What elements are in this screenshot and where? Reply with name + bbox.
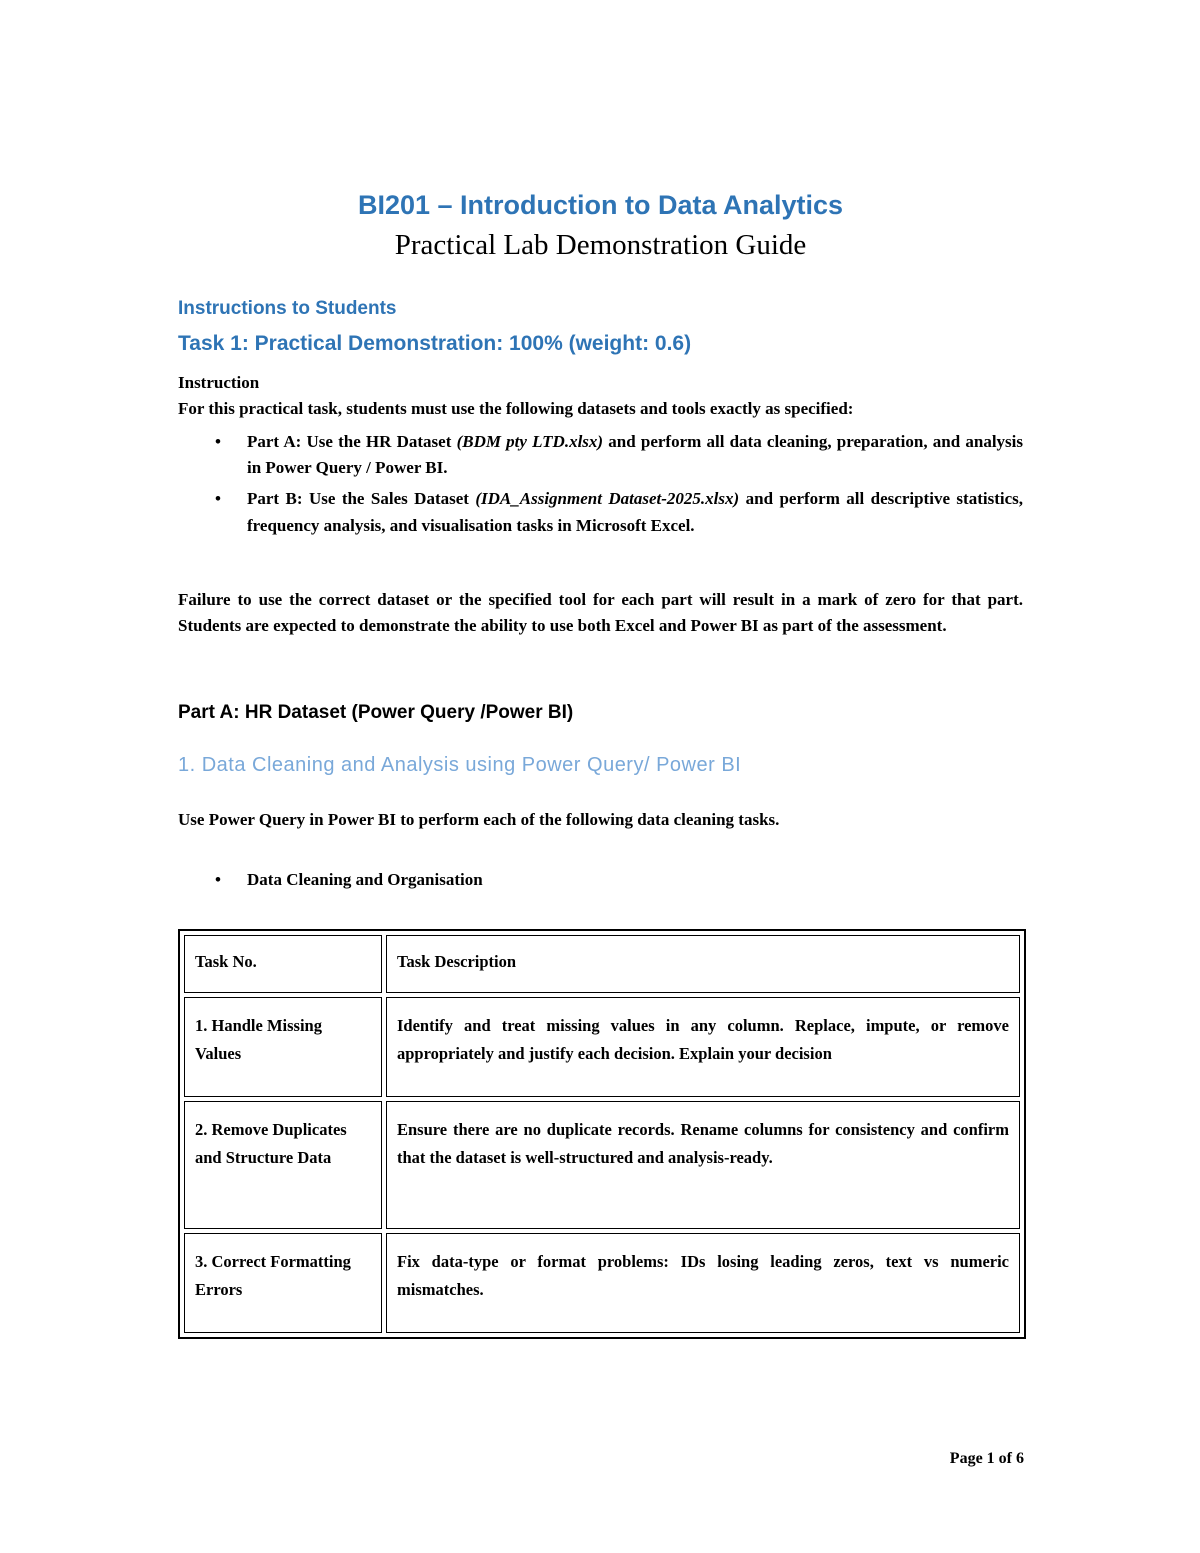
heading-data-cleaning-analysis: 1. Data Cleaning and Analysis using Power Query/ Power BI	[178, 753, 742, 776]
table-cell-task-no: 3. Correct Formatting Errors	[184, 1233, 382, 1333]
document-title: BI201 – Introduction to Data Analytics	[357, 190, 844, 220]
heading-part-a: Part A: HR Dataset (Power Query /Power BI)	[178, 701, 574, 723]
table-cell-description: Ensure there are no duplicate records. Rename columns for consistency and confirm that the dataset is well-structured and analysis-ready.	[386, 1101, 1020, 1229]
heading-task-1: Task 1: Practical Demonstration: 100% (weight: 0.6)	[178, 332, 692, 355]
table-cell-description: Fix data-type or format problems: IDs losing leading zeros, text vs numeric mismatches.	[386, 1233, 1020, 1333]
bullet-part-b	[178, 486, 1023, 539]
bullet-part-b-rest: and perform all descriptive statistics, frequency analysis, and visualisation tasks in Microsoft Excel.	[247, 489, 1023, 535]
bullet-part-a-text	[247, 429, 1023, 482]
document-content	[178, 190, 1023, 1339]
bullet-part-a	[178, 429, 1023, 482]
warning-paragraph: Failure to use the correct dataset or the specified tool for each part will result in a mark of zero for that part. Students are expected to demonstrate the ability to use both Excel and Power BI as part of the assessment.	[178, 590, 1023, 636]
page-number: Page 1 of 6	[949, 1450, 1024, 1467]
table-row	[184, 1233, 1020, 1333]
instruction-label: Instruction	[178, 373, 260, 392]
bullet-part-a-rest: and perform all data cleaning, preparation, and analysis in Power Query / Power BI.	[247, 431, 1024, 478]
table-row	[184, 997, 1020, 1097]
bullet-data-cleaning	[178, 867, 1023, 893]
table-header-task-no: Task No.	[184, 935, 382, 993]
table-cell-task-no: 2. Remove Duplicates and Structure Data	[184, 1101, 382, 1229]
bullet-icon	[215, 429, 247, 482]
bullet-list	[178, 429, 1023, 539]
bullet-part-a-lead: Part A: Use the HR Dataset	[247, 431, 457, 451]
document-subtitle: Practical Lab Demonstration Guide	[394, 229, 807, 261]
bullet-part-b-text	[247, 486, 1023, 539]
table-header-row	[184, 935, 1020, 993]
bullet-icon	[215, 486, 247, 539]
bullet-part-b-filename: (IDA_Assignment Dataset-2025.xlsx)	[475, 489, 740, 509]
table-cell-description: Identify and treat missing values in any column. Replace, impute, or remove appropriately and justify each decision. Explain your decision	[386, 997, 1020, 1097]
table-row	[184, 1101, 1020, 1229]
task-table	[178, 929, 1026, 1339]
heading-instructions-to-students: Instructions to Students	[178, 298, 397, 319]
instruction-intro: For this practical task, students must use the following datasets and tools exactly as specified:	[178, 399, 854, 419]
bullet-data-cleaning-text: Data Cleaning and Organisation	[247, 870, 483, 890]
table-cell-task-no: 1. Handle Missing Values	[184, 997, 382, 1097]
bullet-part-b-lead: Part B: Use the Sales Dataset	[247, 489, 476, 509]
bullet-part-a-filename: (BDM pty LTD.xlsx)	[456, 431, 604, 451]
table-header-task-description: Task Description	[386, 935, 1020, 993]
bullet-icon	[215, 867, 247, 893]
use-power-query-paragraph: Use Power Query in Power BI to perform each of the following data cleaning tasks.	[178, 809, 780, 829]
